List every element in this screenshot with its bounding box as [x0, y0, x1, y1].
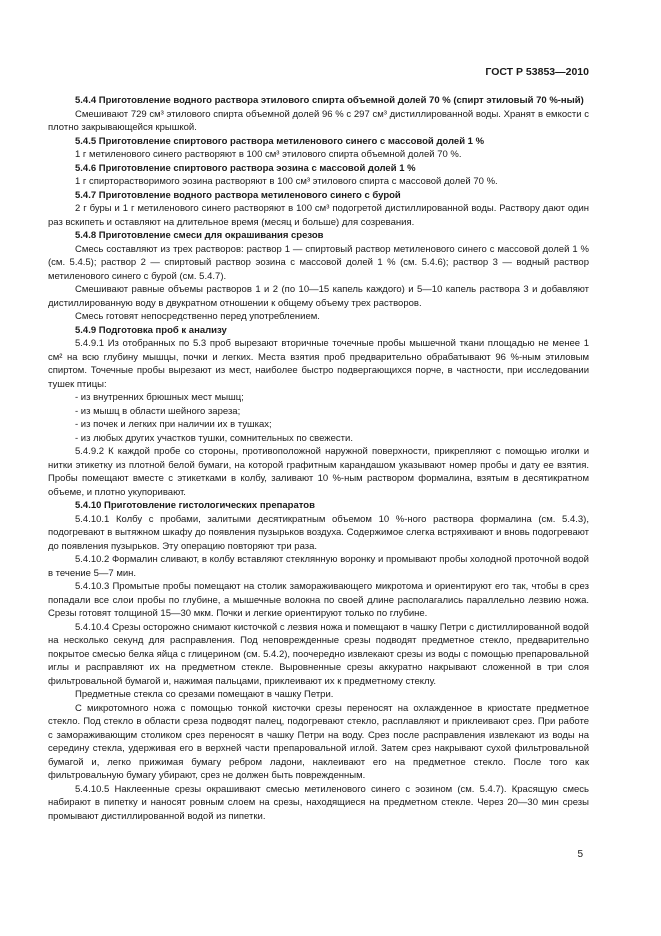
paragraph: 5.4.10.2 Формалин сливают, в колбу вставляют стеклянную воронку и промывают пробы холодной проточной водой в течение 5—7 мин.: [48, 554, 589, 579]
paragraph: 5.4.10.3 Промытые пробы помещают на столик замораживающего микротома и ориентируют его так, чтобы в срез попадали все слои пробы по глубине, а мышечные волокна по своей длине располагались параллельно лезвию ножа. Срезы готовят толщиной 15—30 мкм. Почки и легкие ориентируют только по глубине.: [48, 581, 589, 619]
standard-header: ГОСТ Р 53853—2010: [485, 66, 589, 78]
paragraph: С микротомного ножа с помощью тонкой кисточки срезы переносят на охлажденное в криостате предметное стекло. Под стекло в области среза подводят палец, подогревают стекло, расплавляют и приклеивают срез. При работе с замораживающим столиком срез переносят в чашку Петри на воду. Срез после расправления извлекают из воды на середину стекла, удерживая его в верхней части препаровальной иглой. Затем срез накрывают сухой фильтровальной бумагой и, легко прижимая бумагу ребром ладони, наклеивают его на предметное стекло. После того как фильтровальную бумагу убирают, срез не должен быть поврежденным.: [48, 702, 589, 781]
paragraph: Смешивают равные объемы растворов 1 и 2 (по 10—15 капель каждого) и 5—10 капель раствора 3 и добавляют дистиллированную воду в двукратном отношении к общему объему трех растворов.: [48, 284, 589, 309]
section-heading: 5.4.8 Приготовление смеси для окрашивания срезов: [75, 230, 324, 241]
list-item: - из почек и легких при наличии их в тушках;: [75, 419, 272, 430]
paragraph: 1 г спирторастворимого эозина растворяют в 100 см³ этилового спирта с массовой долей 70 %.: [75, 176, 498, 187]
paragraph: 5.4.10.4 Срезы осторожно снимают кисточкой с лезвия ножа и помещают в чашку Петри с дистиллированной водой на несколько секунд для расправления. Под неповрежденные срезы подводят предметное стекло, предварительно покрытое смесью белка яйца с глицерином (см. 5.4.2), поочередно извлекают срезы из воды с помощью препаровальной иглы и расправляют их на предметном стекле. Выровненные срезы аккуратно накрывают сложенной в три слоя фильтровальной бумагой и, нажимая пальцами, приклеивают их к предметному стеклу.: [48, 621, 589, 687]
paragraph: 5.4.10.5 Наклеенные срезы окрашивают смесью метиленового синего с эозином (см. 5.4.7). Красящую смесь набирают в пипетку и наносят ровным слоем на срезы, находящиеся на предметном стекле. Через 20—30 мин срезы промывают дистиллированной водой из пипетки.: [48, 783, 589, 822]
section-heading: 5.4.9 Подготовка проб к анализу: [75, 324, 227, 336]
paragraph: 1 г метиленового синего растворяют в 100 см³ этилового спирта объемной долей 70 %.: [75, 149, 462, 160]
section-heading: 5.4.5 Приготовление спиртового раствора метиленового синего с массовой долей 1 %: [75, 135, 485, 147]
paragraph: 5.4.9.2 К каждой пробе со стороны, противоположной наружной поверхности, прикрепляют с помощью иголки и нитки этикетку из плотной белой бумаги, на которой графитным карандашом указывают номер пробы и дату ее взятия. Пробы помещают вместе с этикетками в колбу, заливают 10 %-ным раствором формалина, взятым в десятикратном объеме, и плотно укупоривают.: [48, 446, 589, 498]
paragraph: Смесь готовят непосредственно перед употреблением.: [75, 311, 320, 322]
paragraph: 2 г буры и 1 г метиленового синего растворяют в 100 см³ подогретой дистиллированной воды. Раствору дают один раз вскипеть и оставляют на длительное время (месяц и больше) для созревания.: [48, 203, 589, 228]
section-heading: 5.4.10 Приготовление гистологических препаратов: [75, 500, 315, 511]
paragraph: Смешивают 729 см³ этилового спирта объемной долей 96 % с 297 см³ дистиллированной воды. Хранят в емкости с плотно закрывающейся крышкой.: [48, 108, 589, 133]
paragraph: Смесь составляют из трех растворов: раствор 1 — спиртовый раствор метиленового синего с массовой долей 1 % (см. 5.4.5); раствор 2 — спиртовый раствор эозина с массовой долей 1 % (см. 5.4.6); раствор 3 — водный раствор метиленового синего с бурой (см. 5.4.7).: [48, 243, 589, 282]
page-number: 5: [577, 849, 583, 860]
paragraph: 5.4.10.1 Колбу с пробами, залитыми десятикратным объемом 10 %-ного раствора формалина (см. 5.4.3), подогревают в вытяжном шкафу до появления пузырьков воздуха. Содержимое слегка встряхивают и вновь подогревают до появления пузырьков. Эту операцию повторяют три раза.: [48, 513, 589, 552]
document-body: [48, 94, 589, 823]
paragraph: 5.4.9.1 Из отобранных по 5.3 проб вырезают вторичные точечные пробы мышечной ткани площадью не менее 1 см² на всю глубину мышцы, почки и легких. Места взятия проб предварительно обрабатывают 96 %-ным этиловым спиртом. Точечные пробы вырезают из мест, наиболее быстро подвергающихся порче, в частности, при исследовании тушек птицы:: [48, 338, 589, 390]
section-heading: 5.4.6 Приготовление спиртового раствора эозина с массовой долей 1 %: [75, 162, 416, 174]
list-item: - из мышц в области шейного зареза;: [75, 405, 241, 417]
section-heading: 5.4.4 Приготовление водного раствора этилового спирта объемной долей 70 % (спирт этиловый 70 %-ный): [75, 95, 584, 106]
section-heading: 5.4.7 Приготовление водного раствора метиленового синего с бурой: [75, 189, 401, 201]
paragraph: Предметные стекла со срезами помещают в чашку Петри.: [75, 689, 334, 700]
list-item: - из внутренних брюшных мест мышц;: [75, 392, 244, 403]
list-item: - из любых других участков тушки, сомнительных по свежести.: [75, 432, 353, 444]
